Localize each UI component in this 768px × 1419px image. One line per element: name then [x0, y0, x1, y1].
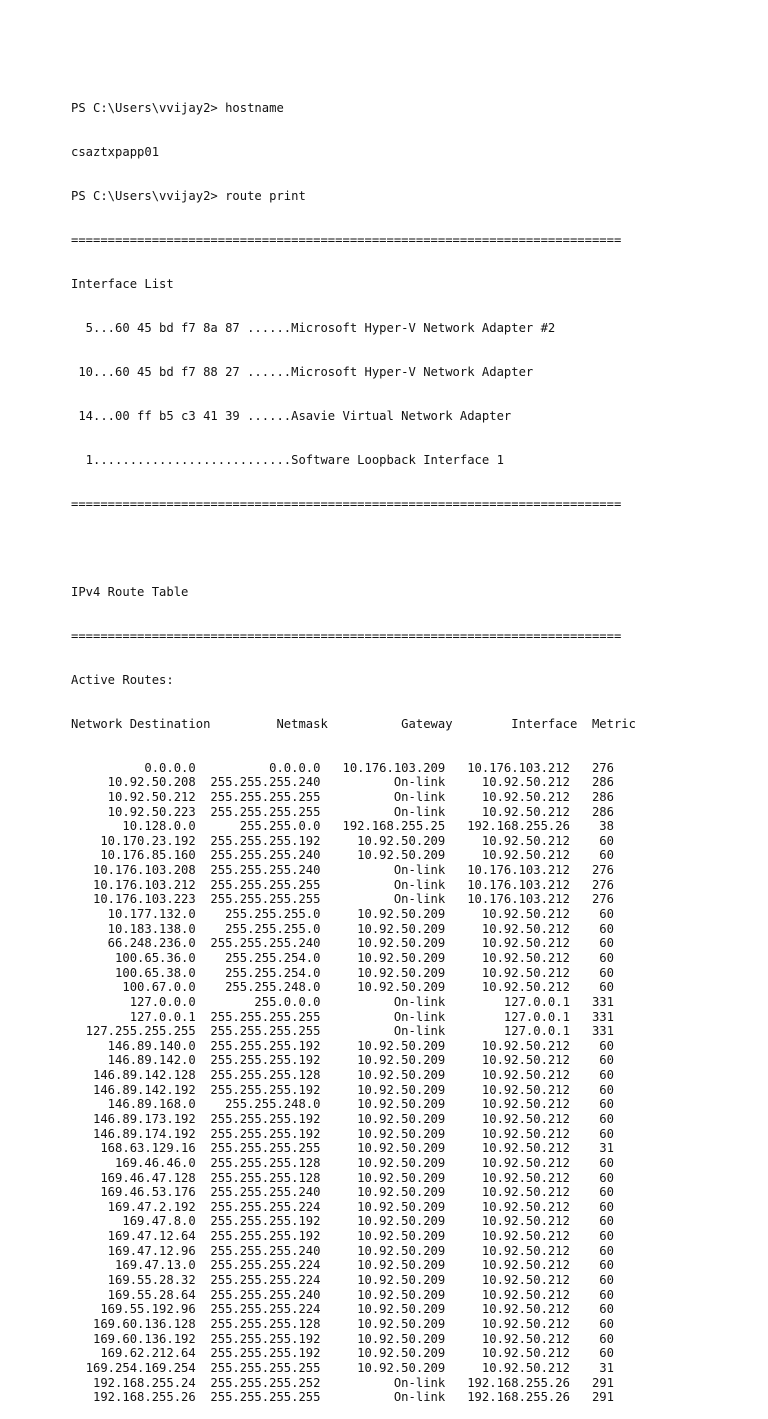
route-row: 100.67.0.0 255.255.248.0 10.92.50.209 10.92.50.212 60: [71, 980, 614, 995]
interface-list-item: 14...00 ff b5 c3 41 39 ......Asavie Virtual Network Adapter: [71, 408, 512, 423]
route-row: 168.63.129.16 255.255.255.255 10.92.50.209 10.92.50.212 31: [71, 1141, 614, 1156]
route-row: 146.89.140.0 255.255.255.192 10.92.50.209 10.92.50.212 60: [71, 1038, 614, 1053]
route-row: 10.176.103.223 255.255.255.255 On-link 10.176.103.212 276: [71, 892, 614, 907]
ipv4-route-table-heading: IPv4 Route Table: [71, 584, 189, 599]
route-row: 169.62.212.64 255.255.255.192 10.92.50.209 10.92.50.212 60: [71, 1346, 614, 1361]
separator: ===========================================================================: [71, 233, 622, 248]
route-row: 10.176.103.208 255.255.255.240 On-link 10.176.103.212 276: [71, 863, 614, 878]
separator: ===========================================================================: [71, 496, 622, 511]
route-row: 169.254.169.254 255.255.255.255 10.92.50.209 10.92.50.212 31: [71, 1360, 614, 1375]
route-row: 10.92.50.212 255.255.255.255 On-link 10.92.50.212 286: [71, 789, 614, 804]
route-row: 169.46.47.128 255.255.255.128 10.92.50.209 10.92.50.212 60: [71, 1170, 614, 1185]
route-row: 66.248.236.0 255.255.255.240 10.92.50.209 10.92.50.212 60: [71, 936, 614, 951]
route-row: 169.47.12.96 255.255.255.240 10.92.50.209 10.92.50.212 60: [71, 1243, 614, 1258]
route-row: 169.60.136.192 255.255.255.192 10.92.50.209 10.92.50.212 60: [71, 1331, 614, 1346]
route-row: 169.47.2.192 255.255.255.224 10.92.50.209 10.92.50.212 60: [71, 1199, 614, 1214]
route-row: 169.47.12.64 255.255.255.192 10.92.50.209 10.92.50.212 60: [71, 1229, 614, 1244]
route-row: 100.65.36.0 255.255.254.0 10.92.50.209 10.92.50.212 60: [71, 950, 614, 965]
route-row: 146.89.173.192 255.255.255.192 10.92.50.209 10.92.50.212 60: [71, 1111, 614, 1126]
separator: ===========================================================================: [71, 628, 622, 643]
route-row: 169.47.8.0 255.255.255.192 10.92.50.209 10.92.50.212 60: [71, 1214, 614, 1229]
route-row: 169.46.53.176 255.255.255.240 10.92.50.209 10.92.50.212 60: [71, 1185, 614, 1200]
route-row: 169.60.136.128 255.255.255.128 10.92.50.209 10.92.50.212 60: [71, 1316, 614, 1331]
blank-line: [71, 541, 636, 556]
interface-list-item: 5...60 45 bd f7 8a 87 ......Microsoft Hyper-V Network Adapter #2: [71, 321, 556, 336]
route-row: 146.89.168.0 255.255.248.0 10.92.50.209 10.92.50.212 60: [71, 1097, 614, 1112]
route-row: 146.89.174.192 255.255.255.192 10.92.50.209 10.92.50.212 60: [71, 1126, 614, 1141]
interface-list-heading: Interface List: [71, 277, 174, 292]
hostname-output: csaztxpapp01: [71, 145, 160, 160]
route-row: 169.55.192.96 255.255.255.224 10.92.50.209 10.92.50.212 60: [71, 1302, 614, 1317]
interface-list-item: 10...60 45 bd f7 88 27 ......Microsoft Hyper-V Network Adapter: [71, 365, 534, 380]
route-table-header: Network Destination Netmask Gateway Interface Metric: [71, 716, 636, 731]
active-routes-label: Active Routes:: [71, 672, 174, 687]
route-row: 10.128.0.0 255.255.0.0 192.168.255.25 192.168.255.26 38: [71, 819, 614, 834]
route-row: 169.55.28.64 255.255.255.240 10.92.50.209 10.92.50.212 60: [71, 1287, 614, 1302]
route-table-rows: [71, 761, 636, 1405]
route-row: 127.0.0.0 255.0.0.0 On-link 127.0.0.1 331: [71, 994, 614, 1009]
route-row: 127.255.255.255 255.255.255.255 On-link 127.0.0.1 331: [71, 1024, 614, 1039]
route-row: 192.168.255.24 255.255.255.252 On-link 192.168.255.26 291: [71, 1375, 614, 1390]
route-row: 169.47.13.0 255.255.255.224 10.92.50.209 10.92.50.212 60: [71, 1258, 614, 1273]
route-row: 10.177.132.0 255.255.255.0 10.92.50.209 10.92.50.212 60: [71, 907, 614, 922]
route-row: 169.55.28.32 255.255.255.224 10.92.50.209 10.92.50.212 60: [71, 1273, 614, 1288]
route-row: 127.0.0.1 255.255.255.255 On-link 127.0.0.1 331: [71, 1009, 614, 1024]
route-row: 146.89.142.128 255.255.255.128 10.92.50.209 10.92.50.212 60: [71, 1068, 614, 1083]
route-row: 146.89.142.192 255.255.255.192 10.92.50.209 10.92.50.212 60: [71, 1082, 614, 1097]
interface-list-item: 1...........................Software Loopback Interface 1: [71, 452, 504, 467]
command-prompt-hostname: PS C:\Users\vvijay2> hostname: [71, 101, 284, 116]
route-row: 10.176.85.160 255.255.255.240 10.92.50.209 10.92.50.212 60: [71, 848, 614, 863]
route-row: 100.65.38.0 255.255.254.0 10.92.50.209 10.92.50.212 60: [71, 965, 614, 980]
route-row: 146.89.142.0 255.255.255.192 10.92.50.209 10.92.50.212 60: [71, 1053, 614, 1068]
terminal-output: [71, 72, 636, 1419]
route-row: 10.176.103.212 255.255.255.255 On-link 10.176.103.212 276: [71, 877, 614, 892]
route-row: 192.168.255.26 255.255.255.255 On-link 192.168.255.26 291: [71, 1390, 614, 1405]
route-row: 10.92.50.223 255.255.255.255 On-link 10.92.50.212 286: [71, 804, 614, 819]
route-row: 169.46.46.0 255.255.255.128 10.92.50.209 10.92.50.212 60: [71, 1155, 614, 1170]
command-prompt-route-print: PS C:\Users\vvijay2> route print: [71, 189, 306, 204]
route-row: 10.92.50.208 255.255.255.240 On-link 10.92.50.212 286: [71, 775, 614, 790]
route-row: 10.170.23.192 255.255.255.192 10.92.50.209 10.92.50.212 60: [71, 833, 614, 848]
route-row: 0.0.0.0 0.0.0.0 10.176.103.209 10.176.103.212 276: [71, 760, 614, 775]
route-row: 10.183.138.0 255.255.255.0 10.92.50.209 10.92.50.212 60: [71, 921, 614, 936]
